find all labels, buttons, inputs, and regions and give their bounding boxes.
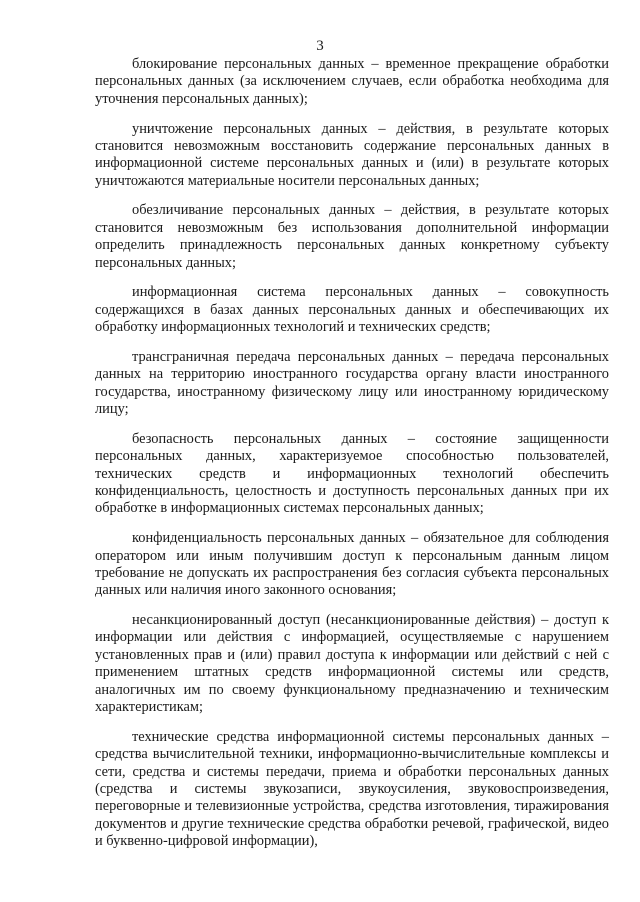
paragraph-security: безопасность персональных данных – состояние защищенности персональных данных, характеризуемое способностью пользователей, технических средств и информационных технологий обеспечить конфиденциальность, целостность и доступность персональных данных при их обработке в информационных системах персональных данных; <box>95 430 609 517</box>
paragraph-unauthorized-access: несанкционированный доступ (несанкционированные действия) – доступ к информации или действия с информацией, осуществляемые с нарушением установленных прав и (или) правил доступа к информации или действий с ней с применением штатных средств информационной системы или средств, аналогичных им по своему функциональному предназначению и техническим характеристикам; <box>95 612 609 716</box>
document-body <box>95 56 609 863</box>
paragraph-technical-means: технические средства информационной системы персональных данных – средства вычислительной техники, информационно-вычислительные комплексы и сети, средства и системы передачи, приема и обработки персональных данных (средства и системы звукозаписи, звукоусиления, звуковоспроизведения, переговорные и телевизионные устройства, средства изготовления, тиражирования документов и другие технические средства обработки речевой, графической, видео и буквенно-цифровой информации), <box>95 728 609 850</box>
paragraph-information-system: информационная система персональных данных – совокупность содержащихся в базах данных персональных данных и обеспечивающих их обработку информационных технологий и технических средств; <box>95 284 609 336</box>
paragraph-confidentiality: конфиденциальность персональных данных – обязательное для соблюдения оператором или иным получившим доступ к персональным данным лицом требование не допускать их распространения без согласия субъекта персональных данных или наличия иного законного основания; <box>95 530 609 599</box>
paragraph-depersonalization: обезличивание персональных данных – действия, в результате которых становится невозможным без использования дополнительной информации определить принадлежность персональных данных конкретному субъекту персональных данных; <box>95 202 609 271</box>
paragraph-destruction: уничтожение персональных данных – действия, в результате которых становится невозможным восстановить содержание персональных данных в информационной системе персональных данных и (или) в результате которых уничтожаются материальные носители персональных данных; <box>95 120 609 189</box>
page-number: 3 <box>316 38 324 54</box>
paragraph-cross-border-transfer: трансграничная передача персональных данных – передача персональных данных на территорию иностранного государства органу власти иностранного государства, иностранному физическому лицу или иностранному юридическому лицу; <box>95 348 609 418</box>
paragraph-blocking: блокирование персональных данных – временное прекращение обработки персональных данных (за исключением случаев, если обработка необходима для уточнения персональных данных); <box>95 56 609 107</box>
